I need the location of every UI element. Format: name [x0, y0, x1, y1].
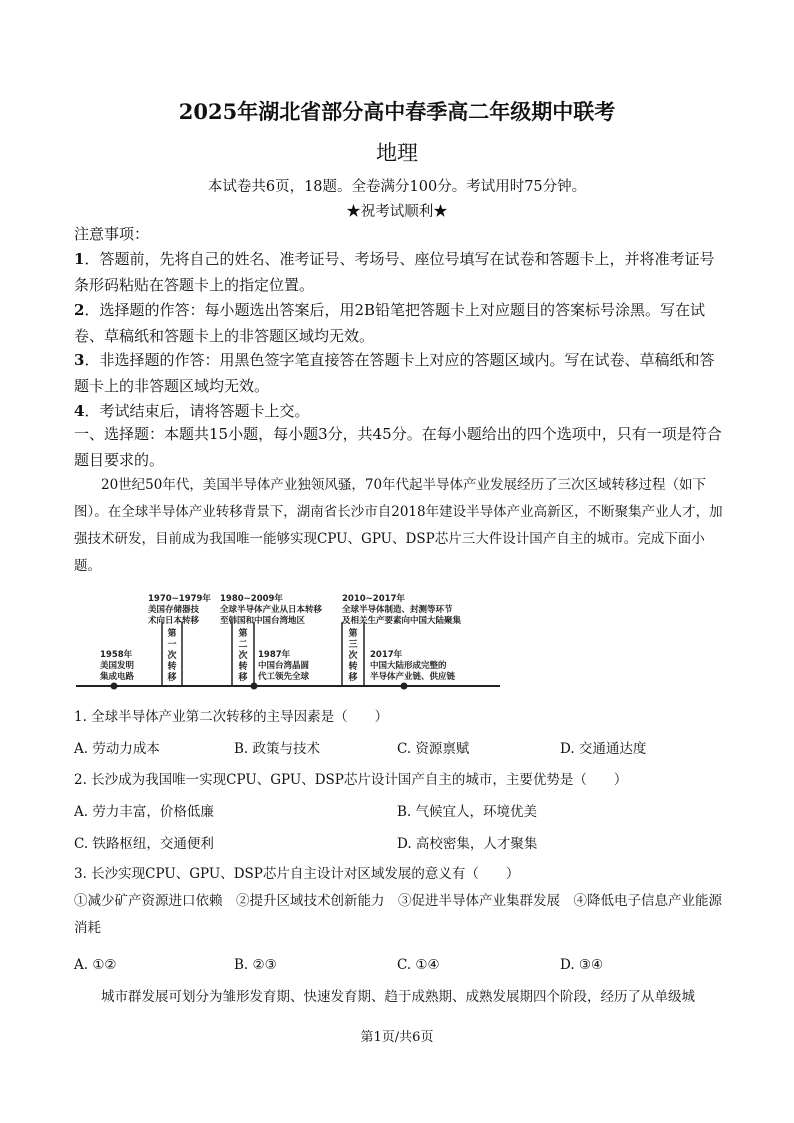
exam-wish: ★祝考试顺利★ — [346, 204, 448, 220]
notes-heading: 注意事项： — [74, 225, 150, 243]
passage-semiconductor: 20世纪50年代，美国半导体产业独领风骚，70年代起半导体产业发展经历了三次区域转移过程（如下图）。在全球半导体产业转移背景下，湖南省长沙市自2018年建设半导体产业高新区，不断聚集产业人才，加强技术研发，目前成为我国唯一能够实现CPU、GPU、DSP芯片三大件设计国产自主的城市。完成下面小题。 — [74, 477, 723, 574]
question-1-option-a: A. 劳动力成本 — [74, 741, 160, 757]
transfer-label-3: 第三次转移 — [348, 629, 358, 683]
timeline-bottom-3: 2017年 中国大陆形成完整的 半导体产业链、供应链 — [370, 650, 456, 682]
note-item-1: 1．答题前，先将自己的姓名、准考证号、考场号、座位号填写在试卷和答题卡上，并将准考证号条形码粘贴在答题卡上的指定位置。 — [74, 250, 715, 294]
timeline-top-3: 2010~2017年 全球半导体制造、封测等环节 及相关生产要素向中国大陆聚集 — [342, 594, 462, 626]
question-2-stem: 2. 长沙成为我国唯一实现CPU、GPU、DSP芯片设计国产自主的城市，主要优势是（ ） — [74, 772, 628, 788]
question-3-option-a: A. ①② — [74, 957, 117, 973]
timeline-bottom-2: 1987年 中国台湾晶圆 代工领先全球 — [258, 650, 310, 682]
timeline-top-1: 1970~1979年 美国存储器技 术向日本转移 — [148, 594, 211, 626]
note-item-4: 4．考试结束后，请将答题卡上交。 — [74, 402, 310, 420]
timeline-bottom-1: 1958年 美国发明 集成电路 — [100, 650, 135, 682]
page-footer: 第1页/共6页 — [360, 1030, 434, 1045]
note-item-3: 3．非选择题的作答：用黑色签字笔直接答在答题卡上对应的答题区域内。写在试卷、草稿纸和答题卡上的非答题区域均无效。 — [74, 351, 715, 395]
question-2-option-a: A. 劳力丰富，价格低廉 — [74, 804, 214, 820]
question-3-option-d: D. ③④ — [560, 957, 604, 973]
question-2-option-c: C. 铁路枢纽，交通便利 — [74, 836, 214, 852]
exam-title: 2025年湖北省部分高中春季高二年级期中联考 — [178, 99, 616, 124]
question-3-option-b: B. ②③ — [234, 957, 277, 973]
question-3-option-c: C. ①④ — [397, 957, 440, 973]
question-3-stem: 3. 长沙实现CPU、GPU、DSP芯片自主设计对区域发展的意义有（ ） — [74, 866, 520, 882]
timeline-top-2: 1980~2009年 全球半导体产业从日本转移 至韩国和中国台湾地区 — [220, 594, 323, 626]
question-1-option-c: C. 资源禀赋 — [397, 741, 470, 757]
transfer-label-2: 第二次转移 — [238, 629, 248, 683]
transfer-label-1: 第一次转移 — [167, 629, 177, 683]
exam-info: 本试卷共6页，18题。全卷满分100分。考试用时75分钟。 — [207, 179, 587, 195]
semiconductor-transfer-timeline — [74, 594, 504, 694]
subject-title: 地理 — [376, 141, 418, 165]
question-2-option-b: B. 气候宜人，环境优美 — [397, 804, 538, 820]
section-one-heading: 一、选择题：本题共15小题，每小题3分，共45分。在每小题给出的四个选项中，只有一项是符合题目要求的。 — [74, 425, 722, 469]
question-1-option-d: D. 交通通达度 — [560, 741, 647, 757]
question-1-stem: 1. 全球半导体产业第二次转移的主导因素是（ ） — [74, 709, 389, 725]
note-item-2: 2．选择题的作答：每小题选出答案后，用2B铅笔把答题卡上对应题目的答案标号涂黑。写在试卷、草稿纸和答题卡上的非答题区域均无效。 — [74, 301, 706, 345]
question-3-statements: ①减少矿产资源进口依赖 ②提升区域技术创新能力 ③促进半导体产业集群发展 ④降低电子信息产业能源消耗 — [74, 893, 722, 936]
passage-city-cluster: 城市群发展可划分为雏形发育期、快速发育期、趋于成熟期、成熟发展期四个阶段，经历了从单级城 — [101, 989, 695, 1005]
question-2-option-d: D. 高校密集，人才聚集 — [397, 836, 538, 852]
question-1-option-b: B. 政策与技术 — [234, 741, 321, 757]
